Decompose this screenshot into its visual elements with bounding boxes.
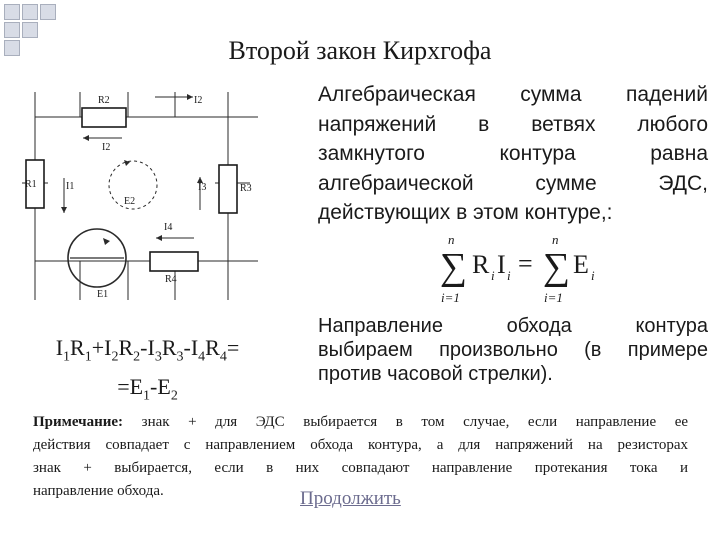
definition-line-1: Алгебраическая сумма падений [318, 83, 708, 106]
label-i3: I3 [198, 182, 207, 193]
label-i2-top: I2 [194, 95, 203, 106]
example-equation-line-2: $=E_1-E_2$ [117, 374, 178, 404]
label-e1: E1 [97, 289, 109, 300]
arrow-i1-down [61, 207, 67, 213]
formula-r-index: i [491, 268, 495, 283]
label-r4: R4 [165, 274, 177, 285]
direction-line-1: Направление обхода контура [318, 315, 708, 337]
note-line-1: знак + для ЭДС выбирается в том случае, если направление ее [141, 414, 689, 430]
label-r3: R3 [240, 183, 252, 194]
formula-lower-limit-right: i=1 [544, 290, 563, 305]
arrow-i2-top [187, 94, 193, 100]
direction-line-2: выбираем произвольно (в примере [318, 339, 708, 361]
direction-text [318, 314, 708, 386]
formula-sum-left: ∑ [440, 246, 468, 288]
formula-equals: = [518, 249, 533, 278]
label-e2: E2 [124, 196, 136, 207]
definition-line-5: действующих в этом контуре,: [318, 201, 613, 224]
arrow-i2-left [83, 135, 89, 141]
resistor-r2 [82, 108, 126, 127]
formula-upper-limit-left: n [448, 232, 455, 247]
definition-line-3: замкнутого контура равна [318, 142, 708, 165]
resistor-r3 [219, 165, 237, 213]
formula-i-index: i [507, 268, 511, 283]
note-line-3: знак + выбирается, если в них совпадают направление протекания тока и [33, 460, 688, 476]
definition-text [318, 80, 708, 228]
arrow-i4-left [156, 235, 162, 241]
resistor-r4 [150, 252, 198, 271]
kirchhoff-formula [430, 230, 600, 310]
definition-line-4: алгебраической сумме ЭДС, [318, 171, 708, 195]
continue-link[interactable]: Продолжить [300, 488, 401, 509]
formula-r: R [472, 250, 490, 279]
label-i4: I4 [164, 222, 173, 233]
label-r2: R2 [98, 95, 110, 106]
formula-i: I [497, 250, 506, 279]
page-title: Второй закон Кирхгофа [228, 36, 492, 65]
label-i1: I1 [66, 181, 75, 192]
formula-sum-right: ∑ [543, 246, 571, 288]
definition-line-2: напряжений в ветвях любого [318, 112, 708, 136]
note-line-2: действия совпадает с направлением обхода контура, а для напряжений на резисторах [33, 437, 688, 453]
formula-e: E [573, 250, 589, 279]
example-equation-line-1: $I_1R_1+I_2R_2-I_3R_3-I_4R_4=$ [55, 335, 240, 365]
direction-line-3: против часовой стрелки). [318, 363, 553, 385]
formula-e-index: i [591, 268, 595, 283]
label-i2-bottom: I2 [102, 142, 111, 153]
note-label: Примечание: [33, 414, 124, 430]
note-line-4: направление обхода. [33, 483, 164, 499]
formula-upper-limit-right: n [552, 232, 559, 247]
formula-lower-limit-left: i=1 [441, 290, 460, 305]
arrow-e1 [103, 238, 110, 245]
example-equation [20, 333, 275, 412]
label-r1: R1 [25, 179, 37, 190]
